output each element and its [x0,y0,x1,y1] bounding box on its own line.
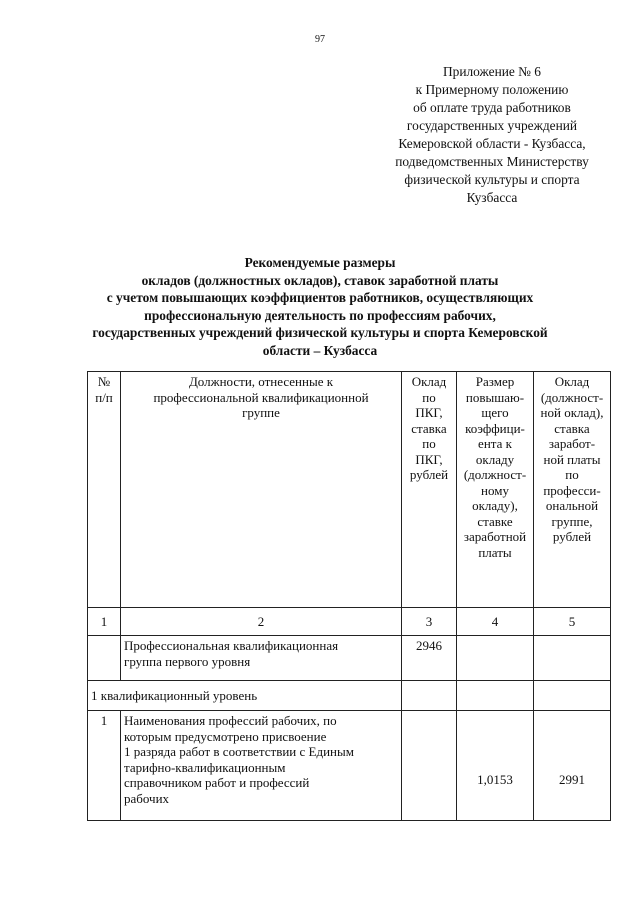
group-name-cell [121,636,402,681]
table-row [88,711,611,821]
header-text: ПКГ, [415,451,443,467]
coefficient-cell: 1,0153 [457,711,534,821]
title-line: области – Кузбасса [262,342,378,358]
column-number: 4 [457,608,534,636]
cell-text: группа первого уровня [124,653,251,669]
cell-text: 1 разряда работ в соответствии с Единым [124,744,354,759]
header-text: по [422,389,436,405]
header-text: ональной [545,498,599,513]
table-cell [88,636,121,681]
header-text: окладу [475,451,515,467]
header-text: по [565,467,579,482]
header-text: заработ- [548,436,596,451]
table-cell [534,636,611,681]
header-text: профессиональной квалификационной [153,389,369,405]
table-header-row [88,372,611,608]
header-text: повышаю- [465,389,525,405]
header-text: ставке [477,513,513,529]
table-cell [402,681,457,711]
cell-text: которым предусмотрено присвоение [124,728,327,744]
document-title [30,254,610,360]
header-text: ной платы [543,451,601,467]
cell-text: справочником работ и профессий [124,775,310,790]
qualification-level-cell: 1 квалификационный уровень [88,681,402,711]
header-positions [121,372,402,608]
header-text: платы [478,544,512,560]
header-salary-pkg [402,372,457,608]
salary-rates-table [87,371,611,821]
column-number: 5 [534,608,611,636]
column-number: 2 [121,608,402,636]
column-number: 1 [88,608,121,636]
header-text: ставка [554,420,590,436]
table-row [88,636,611,681]
appendix-line: физической культуры и спорта [404,172,580,187]
header-text: рублей [409,467,449,482]
title-line: Рекомендуемые размеры [244,255,396,270]
cell-text: рабочих [124,790,170,806]
header-text: группе [242,405,280,420]
header-text: ной оклад), [540,405,604,420]
group-salary-cell: 2946 [402,636,457,681]
header-text: рублей [552,529,592,544]
appendix-line: подведомственных Министерству [395,154,589,169]
title-line: окладов (должностных окладов), ставок заработной платы [141,272,499,288]
header-coefficient [457,372,534,608]
header-text: щего [481,405,509,420]
appendix-line: к Примерному положению [415,82,569,97]
profession-name-cell [121,711,402,821]
header-text: Размер [475,374,515,389]
title-line: государственных учреждений физической культуры и спорта Кемеровской [92,325,548,341]
header-text: Оклад [411,374,447,389]
salary-cell: 2991 [534,711,611,821]
column-number-row [88,608,611,636]
header-text: № [97,374,111,389]
cell-text: Профессиональная квалификационная [124,638,339,653]
title-line: с учетом повышающих коэффициентов работников, осуществляющих [106,290,534,306]
header-text: Оклад [554,374,590,389]
table-cell [457,636,534,681]
appendix-header [376,63,608,207]
header-text: п/п [95,389,113,405]
appendix-line: Кемеровской области - Кузбасса, [398,136,586,151]
header-text: по [422,436,436,451]
header-text: заработной [463,529,527,544]
appendix-line: Приложение № 6 [442,64,542,79]
table-cell [402,711,457,821]
appendix-line: государственных учреждений [406,118,578,133]
header-text: коэффици- [465,420,525,436]
header-text: ному [481,482,509,498]
cell-text: тарифно-квалификационным [124,759,286,775]
header-number [88,372,121,608]
header-text: (должност- [540,389,604,405]
column-number: 3 [402,608,457,636]
table-cell [534,681,611,711]
cell-text: Наименования профессий рабочих, по [124,713,337,728]
title-line: профессиональную деятельность по профессиям рабочих, [144,307,496,323]
header-text: Должности, отнесенные к [188,374,334,389]
page-number: 97 [315,34,325,45]
header-text: группе, [551,513,593,529]
row-number-cell: 1 [88,711,121,821]
header-text: професси- [543,482,601,498]
header-text: ставка [411,420,447,436]
appendix-line: Кузбасса [466,190,518,205]
table-row [88,681,611,711]
appendix-line: об оплате труда работников [413,100,571,115]
header-text: окладу), [472,498,518,513]
header-final-salary [534,372,611,608]
header-text: (должност- [463,467,527,482]
header-text: ПКГ, [415,405,443,420]
table-cell [457,681,534,711]
header-text: ента к [478,436,512,451]
